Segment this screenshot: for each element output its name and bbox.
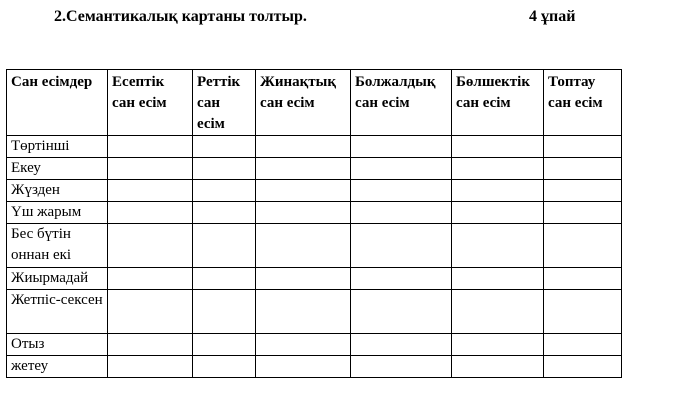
row-label: Төртінші: [7, 136, 108, 158]
answer-cell-ordinal[interactable]: [193, 202, 256, 224]
answer-cell-distributive[interactable]: [544, 202, 622, 224]
table-row: [7, 202, 622, 224]
answer-cell-collective[interactable]: [256, 202, 351, 224]
header-row: [7, 70, 622, 136]
table-row: [7, 356, 622, 378]
answer-cell-fractional[interactable]: [452, 136, 544, 158]
answer-cell-distributive[interactable]: [544, 158, 622, 180]
answer-cell-distributive[interactable]: [544, 180, 622, 202]
answer-cell-cardinal[interactable]: [108, 202, 193, 224]
header-approximate: Болжалдық сан есім: [351, 70, 452, 136]
answer-cell-cardinal[interactable]: [108, 268, 193, 290]
row-label: Отыз: [7, 334, 108, 356]
answer-cell-cardinal[interactable]: [108, 180, 193, 202]
answer-cell-distributive[interactable]: [544, 268, 622, 290]
answer-cell-ordinal[interactable]: [193, 268, 256, 290]
answer-cell-approximate[interactable]: [351, 224, 452, 268]
answer-cell-collective[interactable]: [256, 290, 351, 334]
answer-cell-fractional[interactable]: [452, 202, 544, 224]
answer-cell-ordinal[interactable]: [193, 136, 256, 158]
answer-cell-approximate[interactable]: [351, 334, 452, 356]
answer-cell-collective[interactable]: [256, 334, 351, 356]
answer-cell-fractional[interactable]: [452, 158, 544, 180]
table-row: [7, 334, 622, 356]
answer-cell-fractional[interactable]: [452, 356, 544, 378]
table-body: [7, 136, 622, 378]
answer-cell-ordinal[interactable]: [193, 356, 256, 378]
answer-cell-distributive[interactable]: [544, 290, 622, 334]
row-label: Жүзден: [7, 180, 108, 202]
answer-cell-distributive[interactable]: [544, 136, 622, 158]
answer-cell-cardinal[interactable]: [108, 158, 193, 180]
answer-cell-fractional[interactable]: [452, 334, 544, 356]
answer-cell-cardinal[interactable]: [108, 356, 193, 378]
answer-cell-fractional[interactable]: [452, 224, 544, 268]
table-row: [7, 268, 622, 290]
row-label: Екеу: [7, 158, 108, 180]
answer-cell-ordinal[interactable]: [193, 180, 256, 202]
answer-cell-fractional[interactable]: [452, 290, 544, 334]
answer-cell-collective[interactable]: [256, 136, 351, 158]
answer-cell-ordinal[interactable]: [193, 224, 256, 268]
answer-cell-cardinal[interactable]: [108, 224, 193, 268]
answer-cell-collective[interactable]: [256, 158, 351, 180]
semantic-map-table: [6, 69, 622, 378]
answer-cell-approximate[interactable]: [351, 158, 452, 180]
header-collective: Жинақтық сан есім: [256, 70, 351, 136]
answer-cell-distributive[interactable]: [544, 224, 622, 268]
answer-cell-collective[interactable]: [256, 356, 351, 378]
answer-cell-approximate[interactable]: [351, 180, 452, 202]
answer-cell-cardinal[interactable]: [108, 136, 193, 158]
answer-cell-approximate[interactable]: [351, 268, 452, 290]
answer-cell-collective[interactable]: [256, 224, 351, 268]
answer-cell-ordinal[interactable]: [193, 290, 256, 334]
answer-cell-ordinal[interactable]: [193, 334, 256, 356]
row-label: Жетпіс-сексен: [7, 290, 108, 334]
answer-cell-cardinal[interactable]: [108, 290, 193, 334]
answer-cell-approximate[interactable]: [351, 290, 452, 334]
answer-cell-fractional[interactable]: [452, 268, 544, 290]
answer-cell-distributive[interactable]: [544, 334, 622, 356]
header-distributive: Топтау сан есім: [544, 70, 622, 136]
answer-cell-collective[interactable]: [256, 268, 351, 290]
header-ordinal: Реттік сан есім: [193, 70, 256, 136]
table-row: [7, 180, 622, 202]
row-label: Жиырмадай: [7, 268, 108, 290]
table-row: [7, 224, 622, 268]
table-row: [7, 158, 622, 180]
row-label: жетеу: [7, 356, 108, 378]
answer-cell-distributive[interactable]: [544, 356, 622, 378]
answer-cell-approximate[interactable]: [351, 356, 452, 378]
answer-cell-cardinal[interactable]: [108, 334, 193, 356]
table-row: [7, 136, 622, 158]
answer-cell-fractional[interactable]: [452, 180, 544, 202]
table-row: [7, 290, 622, 334]
header-cardinal: Есептік сан есім: [108, 70, 193, 136]
answer-cell-ordinal[interactable]: [193, 158, 256, 180]
header-number-words: Сан есімдер: [7, 70, 108, 136]
row-label: Бес бүтін оннан екі: [7, 224, 108, 268]
answer-cell-collective[interactable]: [256, 180, 351, 202]
answer-cell-approximate[interactable]: [351, 136, 452, 158]
task-title: 2.Семантикалық картаны толтыр.: [54, 8, 307, 25]
row-label: Үш жарым: [7, 202, 108, 224]
answer-cell-approximate[interactable]: [351, 202, 452, 224]
task-points: 4 ұпай: [529, 8, 576, 25]
header-fractional: Бөлшектік сан есім: [452, 70, 544, 136]
